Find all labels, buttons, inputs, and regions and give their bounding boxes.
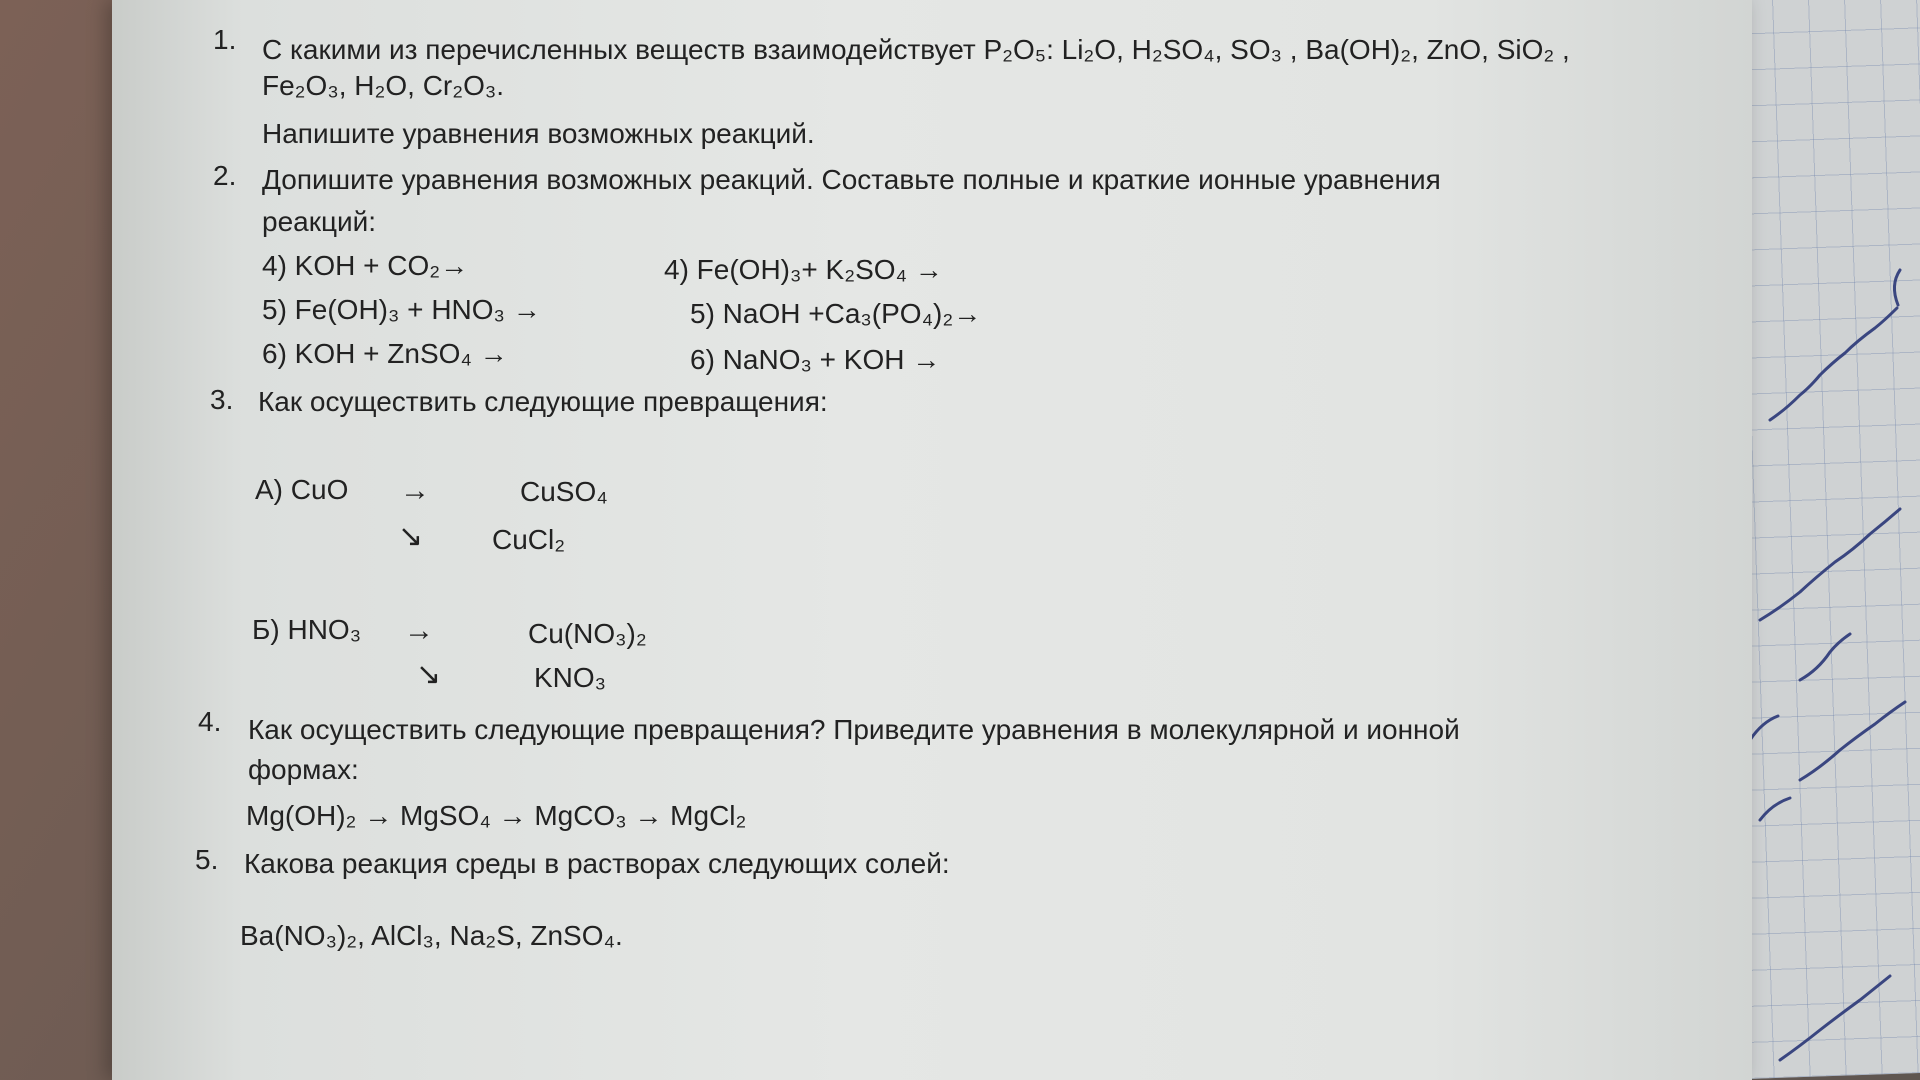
item-1-line-3: Напишите уравнения возможных реакций.: [262, 118, 815, 149]
scheme-b-product-2: KNO₃: [534, 662, 607, 693]
worksheet-paper: [112, 0, 1752, 1080]
scheme-a-start: А) CuO: [255, 474, 349, 505]
item-4-line-1: Как осуществить следующие превращения? Приведите уравнения в молекулярной и ионной: [248, 714, 1460, 745]
item-5-number: 5.: [195, 844, 219, 875]
reaction-left-1: 4) KOH + CO₂→: [262, 250, 469, 281]
scheme-a-product-1: CuSO₄: [520, 476, 608, 507]
item-2-number: 2.: [213, 160, 237, 191]
scheme-a-arrow-right: →: [400, 474, 430, 507]
item-2-line-2: реакций:: [262, 206, 377, 237]
reaction-right-3: 6) NaNO₃ + KOH →: [690, 344, 941, 375]
item-1-line-2: Fe₂O₃, H₂O, Cr₂O₃.: [262, 70, 505, 101]
item-5-line-1: Какова реакция среды в растворах следующих солей:: [244, 848, 950, 879]
item-1-number: 1.: [213, 24, 237, 55]
item-2-line-1: Допишите уравнения возможных реакций. Составьте полные и краткие ионные уравнения: [262, 164, 1441, 195]
item-3-line-1: Как осуществить следующие превращения:: [258, 386, 828, 417]
scheme-b-product-1: Cu(NO₃)₂: [528, 618, 647, 649]
scheme-b-arrow-diagonal: ↘: [416, 658, 442, 691]
scheme-a-arrow-diagonal: ↘: [398, 520, 424, 553]
item-3-number: 3.: [210, 384, 234, 415]
item-5-salts: Ba(NO₃)₂, AlCl₃, Na₂S, ZnSO₄.: [240, 920, 623, 951]
item-4-line-2: формах:: [248, 754, 359, 785]
scheme-a-product-2: CuCl₂: [492, 524, 566, 555]
scheme-b-start: Б) HNO₃: [252, 614, 362, 645]
reaction-right-1: 4) Fe(OH)₃+ K₂SO₄ →: [664, 254, 943, 285]
reaction-right-2: 5) NaOH +Ca₃(PO₄)₂→: [690, 298, 982, 329]
item-1-line-1: С какими из перечисленных веществ взаимодействует P₂O₅: Li₂O, H₂SO₄, SO₃ , Ba(OH)₂, ZnO, SiO₂ ,: [262, 34, 1570, 65]
item-4-number: 4.: [198, 706, 222, 737]
item-4-chain: Mg(OH)₂ → MgSO₄ → MgCO₃ → MgCl₂: [246, 800, 747, 831]
scheme-b-arrow-right: →: [404, 614, 434, 647]
reaction-left-3: 6) KOH + ZnSO₄ →: [262, 338, 508, 369]
reaction-left-2: 5) Fe(OH)₃ + HNO₃ →: [262, 294, 541, 325]
